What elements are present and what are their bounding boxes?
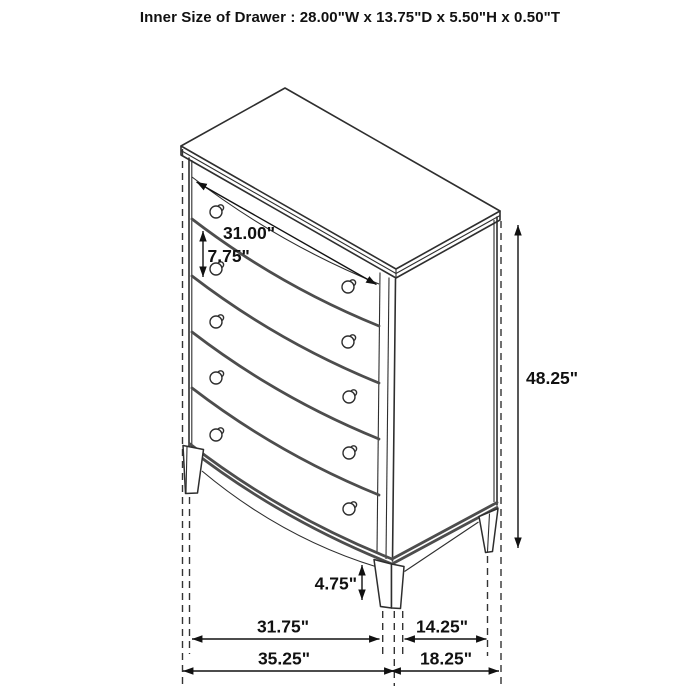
dimension-overall-height <box>518 225 578 548</box>
dimension-overall-depth <box>391 649 500 672</box>
dimension-label: 31.75" <box>256 616 310 637</box>
dimension-overall-width <box>183 649 395 672</box>
drawer-3-bottom-edge <box>192 332 379 439</box>
front-right-post-ridge <box>386 278 389 560</box>
page-title: Inner Size of Drawer : 28.00"W x 13.75"D x 5.50"H x 0.50"T <box>139 9 561 26</box>
leg-front-center <box>374 560 404 609</box>
apron-bottom-edge-front <box>202 471 377 567</box>
dimension-label: 14.25" <box>415 616 469 637</box>
drawer-knob-icon <box>342 335 356 348</box>
base-front-rail-top <box>190 444 392 559</box>
chest-illustration <box>181 88 500 609</box>
drawer-knob-icon <box>343 502 357 515</box>
dimension-front-width-between-legs <box>192 617 380 640</box>
dimension-label: 35.25" <box>257 648 311 669</box>
dimension-side-depth-between-legs <box>405 617 487 640</box>
drawer-knob-icon <box>210 428 224 441</box>
drawer-knob-icon <box>343 390 357 403</box>
drawer-4-bottom-edge <box>192 388 379 495</box>
dimension-label: 4.75" <box>314 573 357 594</box>
leg-back-right <box>479 509 498 553</box>
drawer-5 <box>210 428 357 515</box>
drawer-knob-icon <box>210 371 224 384</box>
drawer-knob-icon <box>342 280 356 293</box>
drawer-knob-icon <box>210 315 224 328</box>
leg-front-left <box>183 446 204 494</box>
front-right-post-inner <box>377 273 380 554</box>
drawer-knob-icon <box>210 205 224 218</box>
dimension-label: 7.75" <box>207 246 250 266</box>
dimension-label: 31.00" <box>222 223 276 243</box>
dimension-label: 48.25" <box>526 368 579 388</box>
dimension-label: 18.25" <box>419 648 473 669</box>
dimension-leg-height <box>315 565 362 600</box>
drawer-knob-icon <box>343 446 357 459</box>
front-right-post-outer <box>393 279 396 561</box>
